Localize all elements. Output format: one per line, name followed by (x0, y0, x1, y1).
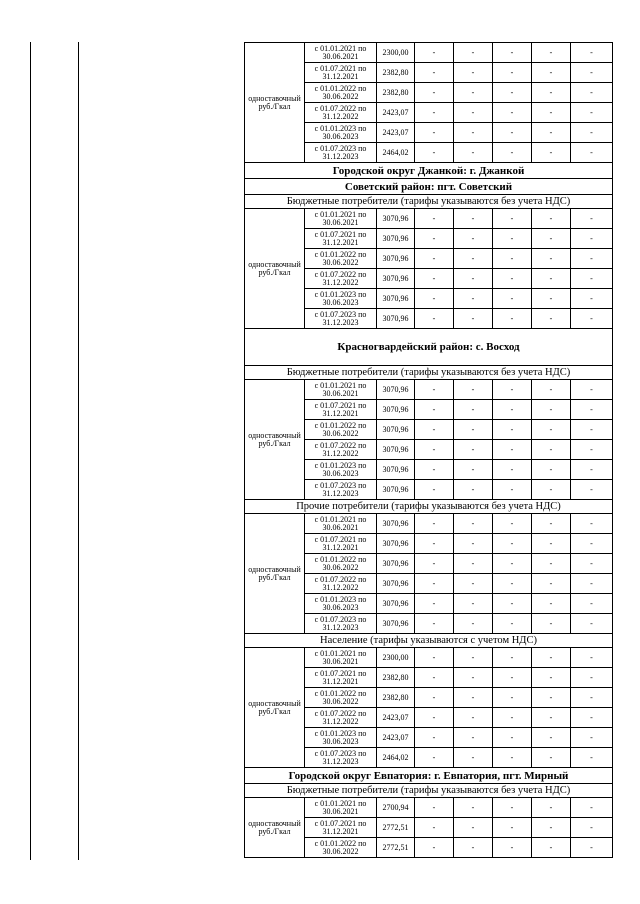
empty-value-cell: - (454, 380, 493, 400)
period-cell: с 01.07.2021 по 31.12.2021 (305, 63, 377, 83)
consumer-category: Население (тарифы указываются с учетом НДС) (245, 634, 613, 648)
empty-value-cell: - (415, 480, 454, 500)
empty-value-cell: - (454, 688, 493, 708)
consumer-category-row (245, 366, 613, 380)
empty-value-cell: - (493, 838, 532, 858)
tariff-value-cell: 2423,07 (377, 708, 415, 728)
empty-value-cell: - (493, 123, 532, 143)
empty-value-cell: - (571, 229, 613, 249)
period-cell: с 01.07.2021 по 31.12.2021 (305, 668, 377, 688)
empty-value-cell: - (454, 708, 493, 728)
empty-value-cell: - (493, 289, 532, 309)
empty-value-cell: - (532, 309, 571, 329)
empty-value-cell: - (454, 818, 493, 838)
empty-value-cell: - (454, 648, 493, 668)
empty-value-cell: - (493, 728, 532, 748)
empty-value-cell: - (415, 798, 454, 818)
empty-value-cell: - (532, 83, 571, 103)
consumer-category: Бюджетные потребители (тарифы указываются без учета НДС) (245, 784, 613, 798)
empty-value-cell: - (493, 708, 532, 728)
tariff-value-cell: 3070,96 (377, 420, 415, 440)
empty-value-cell: - (571, 838, 613, 858)
period-cell: с 01.07.2023 по 31.12.2023 (305, 143, 377, 163)
empty-value-cell: - (415, 209, 454, 229)
tariff-value-cell: 2382,80 (377, 688, 415, 708)
period-cell: с 01.07.2023 по 31.12.2023 (305, 748, 377, 768)
tariff-value-cell: 3070,96 (377, 380, 415, 400)
empty-value-cell: - (493, 440, 532, 460)
section-heading: Красногвардейский район: с. Восход (245, 329, 613, 366)
consumer-category-row (245, 500, 613, 514)
empty-value-cell: - (532, 43, 571, 63)
section-heading-row (245, 163, 613, 179)
section-heading-row (245, 768, 613, 784)
empty-value-cell: - (415, 614, 454, 634)
empty-value-cell: - (532, 648, 571, 668)
empty-value-cell: - (532, 708, 571, 728)
empty-value-cell: - (571, 708, 613, 728)
empty-value-cell: - (454, 748, 493, 768)
empty-value-cell: - (571, 614, 613, 634)
empty-value-cell: - (454, 309, 493, 329)
empty-value-cell: - (493, 400, 532, 420)
empty-value-cell: - (454, 594, 493, 614)
unit-label: одноставочный руб./Гкал (245, 514, 305, 634)
empty-value-cell: - (571, 103, 613, 123)
tariff-value-cell: 3070,96 (377, 594, 415, 614)
empty-value-cell: - (415, 249, 454, 269)
empty-value-cell: - (415, 229, 454, 249)
empty-value-cell: - (571, 43, 613, 63)
tariff-value-cell: 3070,96 (377, 209, 415, 229)
period-cell: с 01.07.2022 по 31.12.2022 (305, 269, 377, 289)
empty-value-cell: - (454, 728, 493, 748)
consumer-category: Прочие потребители (тарифы указываются без учета НДС) (245, 500, 613, 514)
empty-value-cell: - (415, 269, 454, 289)
empty-value-cell: - (571, 400, 613, 420)
empty-value-cell: - (493, 143, 532, 163)
section-heading: Городской округ Джанкой: г. Джанкой (245, 163, 613, 179)
empty-value-cell: - (571, 668, 613, 688)
empty-value-cell: - (532, 123, 571, 143)
empty-value-cell: - (493, 480, 532, 500)
empty-value-cell: - (493, 554, 532, 574)
tariff-value-cell: 3070,96 (377, 554, 415, 574)
empty-value-cell: - (415, 289, 454, 309)
period-cell: с 01.01.2021 по 30.06.2021 (305, 209, 377, 229)
empty-value-cell: - (571, 309, 613, 329)
period-cell: с 01.07.2023 по 31.12.2023 (305, 480, 377, 500)
tariff-value-cell: 2464,02 (377, 748, 415, 768)
tariff-row (245, 798, 613, 818)
period-cell: с 01.01.2021 по 30.06.2021 (305, 43, 377, 63)
tariff-value-cell: 3070,96 (377, 440, 415, 460)
empty-value-cell: - (415, 818, 454, 838)
consumer-category: Бюджетные потребители (тарифы указываются без учета НДС) (245, 195, 613, 209)
period-cell: с 01.01.2022 по 30.06.2022 (305, 83, 377, 103)
period-cell: с 01.07.2023 по 31.12.2023 (305, 614, 377, 634)
empty-value-cell: - (571, 648, 613, 668)
tariff-row (245, 209, 613, 229)
empty-value-cell: - (571, 798, 613, 818)
tariff-row (245, 380, 613, 400)
empty-value-cell: - (454, 123, 493, 143)
empty-value-cell: - (532, 688, 571, 708)
period-cell: с 01.07.2021 по 31.12.2021 (305, 534, 377, 554)
consumer-category-row (245, 634, 613, 648)
period-cell: с 01.01.2021 по 30.06.2021 (305, 648, 377, 668)
empty-value-cell: - (493, 309, 532, 329)
tariff-value-cell: 2772,51 (377, 838, 415, 858)
empty-value-cell: - (571, 269, 613, 289)
consumer-category-row (245, 195, 613, 209)
empty-value-cell: - (493, 63, 532, 83)
empty-value-cell: - (532, 269, 571, 289)
section-heading: Городской округ Евпатория: г. Евпатория, пгт. Мирный (245, 768, 613, 784)
tariff-value-cell: 3070,96 (377, 269, 415, 289)
empty-value-cell: - (493, 380, 532, 400)
empty-value-cell: - (454, 514, 493, 534)
empty-value-cell: - (493, 514, 532, 534)
empty-value-cell: - (415, 400, 454, 420)
empty-value-cell: - (493, 420, 532, 440)
tariff-value-cell: 3070,96 (377, 249, 415, 269)
tariff-value-cell: 3070,96 (377, 309, 415, 329)
empty-value-cell: - (532, 614, 571, 634)
empty-value-cell: - (571, 534, 613, 554)
period-cell: с 01.01.2023 по 30.06.2023 (305, 460, 377, 480)
consumer-category-row (245, 784, 613, 798)
tariff-row (245, 43, 613, 63)
empty-value-cell: - (493, 688, 532, 708)
empty-value-cell: - (454, 400, 493, 420)
empty-value-cell: - (571, 594, 613, 614)
tariff-value-cell: 2382,80 (377, 668, 415, 688)
empty-value-cell: - (415, 83, 454, 103)
tariff-value-cell: 3070,96 (377, 514, 415, 534)
empty-value-cell: - (415, 43, 454, 63)
period-cell: с 01.01.2022 по 30.06.2022 (305, 688, 377, 708)
empty-value-cell: - (454, 43, 493, 63)
tariff-value-cell: 2300,00 (377, 43, 415, 63)
left-margin-rule (30, 42, 31, 860)
empty-value-cell: - (454, 668, 493, 688)
empty-value-cell: - (493, 614, 532, 634)
tariff-table-body (245, 43, 613, 858)
period-cell: с 01.01.2023 по 30.06.2023 (305, 289, 377, 309)
tariff-value-cell: 2423,07 (377, 123, 415, 143)
empty-value-cell: - (532, 818, 571, 838)
empty-value-cell: - (415, 668, 454, 688)
empty-value-cell: - (532, 668, 571, 688)
empty-value-cell: - (415, 534, 454, 554)
empty-value-cell: - (571, 574, 613, 594)
empty-value-cell: - (493, 748, 532, 768)
empty-value-cell: - (454, 249, 493, 269)
empty-value-cell: - (454, 460, 493, 480)
empty-value-cell: - (571, 818, 613, 838)
period-cell: с 01.01.2022 по 30.06.2022 (305, 554, 377, 574)
empty-value-cell: - (415, 380, 454, 400)
empty-value-cell: - (415, 143, 454, 163)
empty-value-cell: - (571, 380, 613, 400)
empty-value-cell: - (571, 460, 613, 480)
tariff-value-cell: 2423,07 (377, 728, 415, 748)
empty-value-cell: - (415, 594, 454, 614)
unit-label: одноставочный руб./Гкал (245, 648, 305, 768)
tariff-value-cell: 3070,96 (377, 614, 415, 634)
empty-value-cell: - (532, 420, 571, 440)
empty-value-cell: - (493, 249, 532, 269)
empty-value-cell: - (454, 838, 493, 858)
empty-value-cell: - (454, 63, 493, 83)
empty-value-cell: - (415, 554, 454, 574)
empty-value-cell: - (532, 594, 571, 614)
period-cell: с 01.07.2022 по 31.12.2022 (305, 103, 377, 123)
empty-value-cell: - (454, 554, 493, 574)
empty-value-cell: - (454, 143, 493, 163)
empty-value-cell: - (532, 289, 571, 309)
empty-value-cell: - (532, 249, 571, 269)
empty-value-cell: - (571, 143, 613, 163)
tariff-value-cell: 2382,80 (377, 63, 415, 83)
empty-value-cell: - (454, 269, 493, 289)
period-cell: с 01.01.2022 по 30.06.2022 (305, 249, 377, 269)
empty-value-cell: - (532, 534, 571, 554)
empty-value-cell: - (415, 514, 454, 534)
tariff-value-cell: 2423,07 (377, 103, 415, 123)
tariff-value-cell: 2382,80 (377, 83, 415, 103)
empty-value-cell: - (415, 708, 454, 728)
tariff-value-cell: 2700,94 (377, 798, 415, 818)
period-cell: с 01.01.2023 по 30.06.2023 (305, 594, 377, 614)
empty-value-cell: - (454, 420, 493, 440)
empty-value-cell: - (532, 143, 571, 163)
period-cell: с 01.01.2023 по 30.06.2023 (305, 123, 377, 143)
tariff-value-cell: 2772,51 (377, 818, 415, 838)
empty-value-cell: - (415, 440, 454, 460)
empty-value-cell: - (571, 554, 613, 574)
period-cell: с 01.07.2022 по 31.12.2022 (305, 708, 377, 728)
tariff-value-cell: 3070,96 (377, 480, 415, 500)
empty-value-cell: - (571, 728, 613, 748)
unit-label: одноставочный руб./Гкал (245, 209, 305, 329)
empty-value-cell: - (532, 728, 571, 748)
period-cell: с 01.07.2022 по 31.12.2022 (305, 574, 377, 594)
empty-value-cell: - (415, 838, 454, 858)
empty-value-cell: - (415, 574, 454, 594)
empty-value-cell: - (454, 229, 493, 249)
empty-value-cell: - (571, 420, 613, 440)
empty-value-cell: - (454, 289, 493, 309)
tariff-row (245, 648, 613, 668)
empty-value-cell: - (415, 103, 454, 123)
empty-value-cell: - (415, 460, 454, 480)
empty-value-cell: - (415, 420, 454, 440)
tariff-value-cell: 3070,96 (377, 534, 415, 554)
empty-value-cell: - (571, 688, 613, 708)
empty-value-cell: - (493, 209, 532, 229)
empty-value-cell: - (493, 269, 532, 289)
empty-value-cell: - (493, 648, 532, 668)
empty-value-cell: - (571, 83, 613, 103)
empty-value-cell: - (571, 123, 613, 143)
tariff-table (244, 42, 613, 858)
tariff-value-cell: 3070,96 (377, 229, 415, 249)
empty-value-cell: - (493, 103, 532, 123)
empty-value-cell: - (493, 460, 532, 480)
empty-value-cell: - (571, 480, 613, 500)
tariff-value-cell: 2300,00 (377, 648, 415, 668)
section-heading: Советский район: пгт. Советский (245, 179, 613, 195)
period-cell: с 01.07.2021 по 31.12.2021 (305, 229, 377, 249)
empty-value-cell: - (532, 440, 571, 460)
empty-value-cell: - (493, 818, 532, 838)
tariff-value-cell: 3070,96 (377, 460, 415, 480)
period-cell: с 01.01.2021 по 30.06.2021 (305, 514, 377, 534)
empty-value-cell: - (454, 798, 493, 818)
period-cell: с 01.07.2021 по 31.12.2021 (305, 818, 377, 838)
empty-value-cell: - (532, 514, 571, 534)
empty-value-cell: - (493, 43, 532, 63)
period-cell: с 01.07.2021 по 31.12.2021 (305, 400, 377, 420)
empty-value-cell: - (415, 748, 454, 768)
tariff-row (245, 514, 613, 534)
empty-value-cell: - (493, 668, 532, 688)
empty-value-cell: - (571, 514, 613, 534)
empty-value-cell: - (532, 380, 571, 400)
empty-value-cell: - (415, 648, 454, 668)
tariff-value-cell: 3070,96 (377, 289, 415, 309)
empty-value-cell: - (454, 574, 493, 594)
empty-value-cell: - (532, 798, 571, 818)
empty-value-cell: - (571, 748, 613, 768)
empty-value-cell: - (493, 798, 532, 818)
empty-value-cell: - (532, 400, 571, 420)
empty-value-cell: - (415, 688, 454, 708)
empty-value-cell: - (493, 534, 532, 554)
period-cell: с 01.01.2022 по 30.06.2022 (305, 838, 377, 858)
empty-value-cell: - (532, 209, 571, 229)
period-cell: с 01.07.2022 по 31.12.2022 (305, 440, 377, 460)
period-cell: с 01.01.2022 по 30.06.2022 (305, 420, 377, 440)
empty-value-cell: - (532, 460, 571, 480)
empty-value-cell: - (493, 574, 532, 594)
unit-label: одноставочный руб./Гкал (245, 380, 305, 500)
empty-value-cell: - (454, 480, 493, 500)
empty-value-cell: - (493, 83, 532, 103)
unit-label: одноставочный руб./Гкал (245, 43, 305, 163)
unit-label: одноставочный руб./Гкал (245, 798, 305, 858)
empty-value-cell: - (454, 440, 493, 460)
empty-value-cell: - (571, 63, 613, 83)
empty-value-cell: - (571, 209, 613, 229)
period-cell: с 01.01.2021 по 30.06.2021 (305, 380, 377, 400)
empty-value-cell: - (532, 838, 571, 858)
empty-value-cell: - (571, 249, 613, 269)
period-cell: с 01.01.2023 по 30.06.2023 (305, 728, 377, 748)
empty-value-cell: - (571, 440, 613, 460)
empty-value-cell: - (415, 63, 454, 83)
empty-value-cell: - (454, 83, 493, 103)
empty-value-cell: - (415, 309, 454, 329)
empty-value-cell: - (454, 614, 493, 634)
period-cell: с 01.07.2023 по 31.12.2023 (305, 309, 377, 329)
section-heading-row (245, 179, 613, 195)
empty-value-cell: - (571, 289, 613, 309)
tariff-value-cell: 3070,96 (377, 574, 415, 594)
empty-value-cell: - (493, 229, 532, 249)
empty-value-cell: - (493, 594, 532, 614)
tariff-value-cell: 3070,96 (377, 400, 415, 420)
period-cell: с 01.01.2021 по 30.06.2021 (305, 798, 377, 818)
empty-value-cell: - (532, 480, 571, 500)
empty-value-cell: - (532, 229, 571, 249)
empty-value-cell: - (415, 728, 454, 748)
empty-value-cell: - (454, 534, 493, 554)
empty-value-cell: - (532, 748, 571, 768)
empty-value-cell: - (532, 103, 571, 123)
empty-value-cell: - (454, 209, 493, 229)
empty-value-cell: - (454, 103, 493, 123)
section-heading-row (245, 329, 613, 366)
left-column-rule (78, 42, 79, 860)
empty-value-cell: - (415, 123, 454, 143)
empty-value-cell: - (532, 63, 571, 83)
empty-value-cell: - (532, 554, 571, 574)
consumer-category: Бюджетные потребители (тарифы указываются без учета НДС) (245, 366, 613, 380)
empty-value-cell: - (532, 574, 571, 594)
tariff-value-cell: 2464,02 (377, 143, 415, 163)
